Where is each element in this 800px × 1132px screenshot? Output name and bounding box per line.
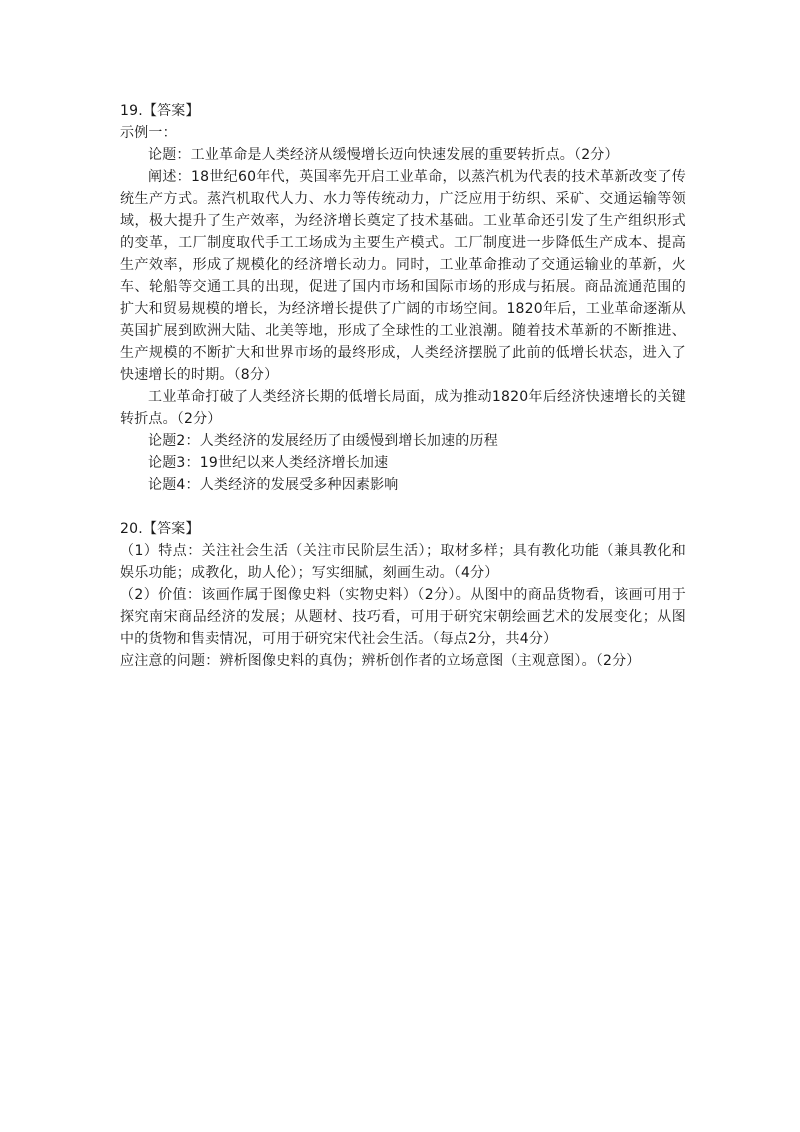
elaboration-paragraph: 阐述：18世纪60年代，英国率先开启工业革命，以蒸汽机为代表的技术革新改变了传统生产方式。蒸汽机取代人力、水力等传统动力，广泛应用于纺织、采矿、交通运输等领域，极大提升了生产效率，为经济增长奠定了技术基础。工业革命还引发了生产组织形式的变革，工厂制度取代手工工场成为主要生产模式。工厂制度进一步降低生产成本、提高生产效率，形成了规模化的经济增长动力。同时，工业革命推动了交通运输业的革新，火车、轮船等交通工具的出现，促进了国内市场和国际市场的形成与拓展。商品流通范围的扩大和贸易规模的增长，为经济增长提供了广阔的市场空间。1820年后，工业革命逐渐从英国扩展到欧洲大陆、北美等地，形成了全球性的工业浪潮。随着技术革新的不断推进、生产规模的不断扩大和世界市场的最终形成，人类经济摆脱了此前的低增长状态，进入了快速增长的时期。（8分） (120, 169, 686, 383)
thesis-main: 论题：工业革命是人类经济从缓慢增长迈向快速发展的重要转折点。（2分） (148, 147, 619, 163)
question-20-answer (120, 518, 686, 672)
conclusion-paragraph: 工业革命打破了人类经济长期的低增长局面，成为推动1820年后经济快速增长的关键转折点。（2分） (120, 389, 686, 427)
thesis-4: 论题4：人类经济的发展受多种因素影响 (148, 477, 399, 493)
answer-part-1: （1）特点：关注社会生活（关注市民阶层生活）；取材多样；具有教化功能（兼具教化和娱乐功能；成教化，助人伦）；写实细腻，刻画生动。（4分） (120, 543, 686, 581)
thesis-3: 论题3：19世纪以来人类经济增长加速 (148, 455, 389, 471)
question-20-heading: 20.【答案】 (120, 521, 200, 537)
answer-sheet (120, 100, 686, 672)
thesis-2: 论题2：人类经济的发展经历了由缓慢到增长加速的历程 (148, 433, 498, 449)
attention-note: 应注意的问题：辨析图像史料的真伪；辨析创作者的立场意图（主观意图）。（2分） (120, 653, 641, 669)
section-spacer (120, 496, 686, 518)
question-19-answer (120, 100, 686, 496)
answer-part-2: （2）价值：该画作属于图像史料（实物史料）（2分）。从图中的商品货物看，该画可用于探究南宋商品经济的发展；从题材、技巧看，可用于研究宋朝绘画艺术的发展变化；从图中的货物和售卖情况，可用于研究宋代社会生活。（每点2分，共4分） (120, 587, 686, 647)
question-19-heading: 19.【答案】 (120, 103, 200, 119)
example-label: 示例一： (120, 125, 177, 141)
